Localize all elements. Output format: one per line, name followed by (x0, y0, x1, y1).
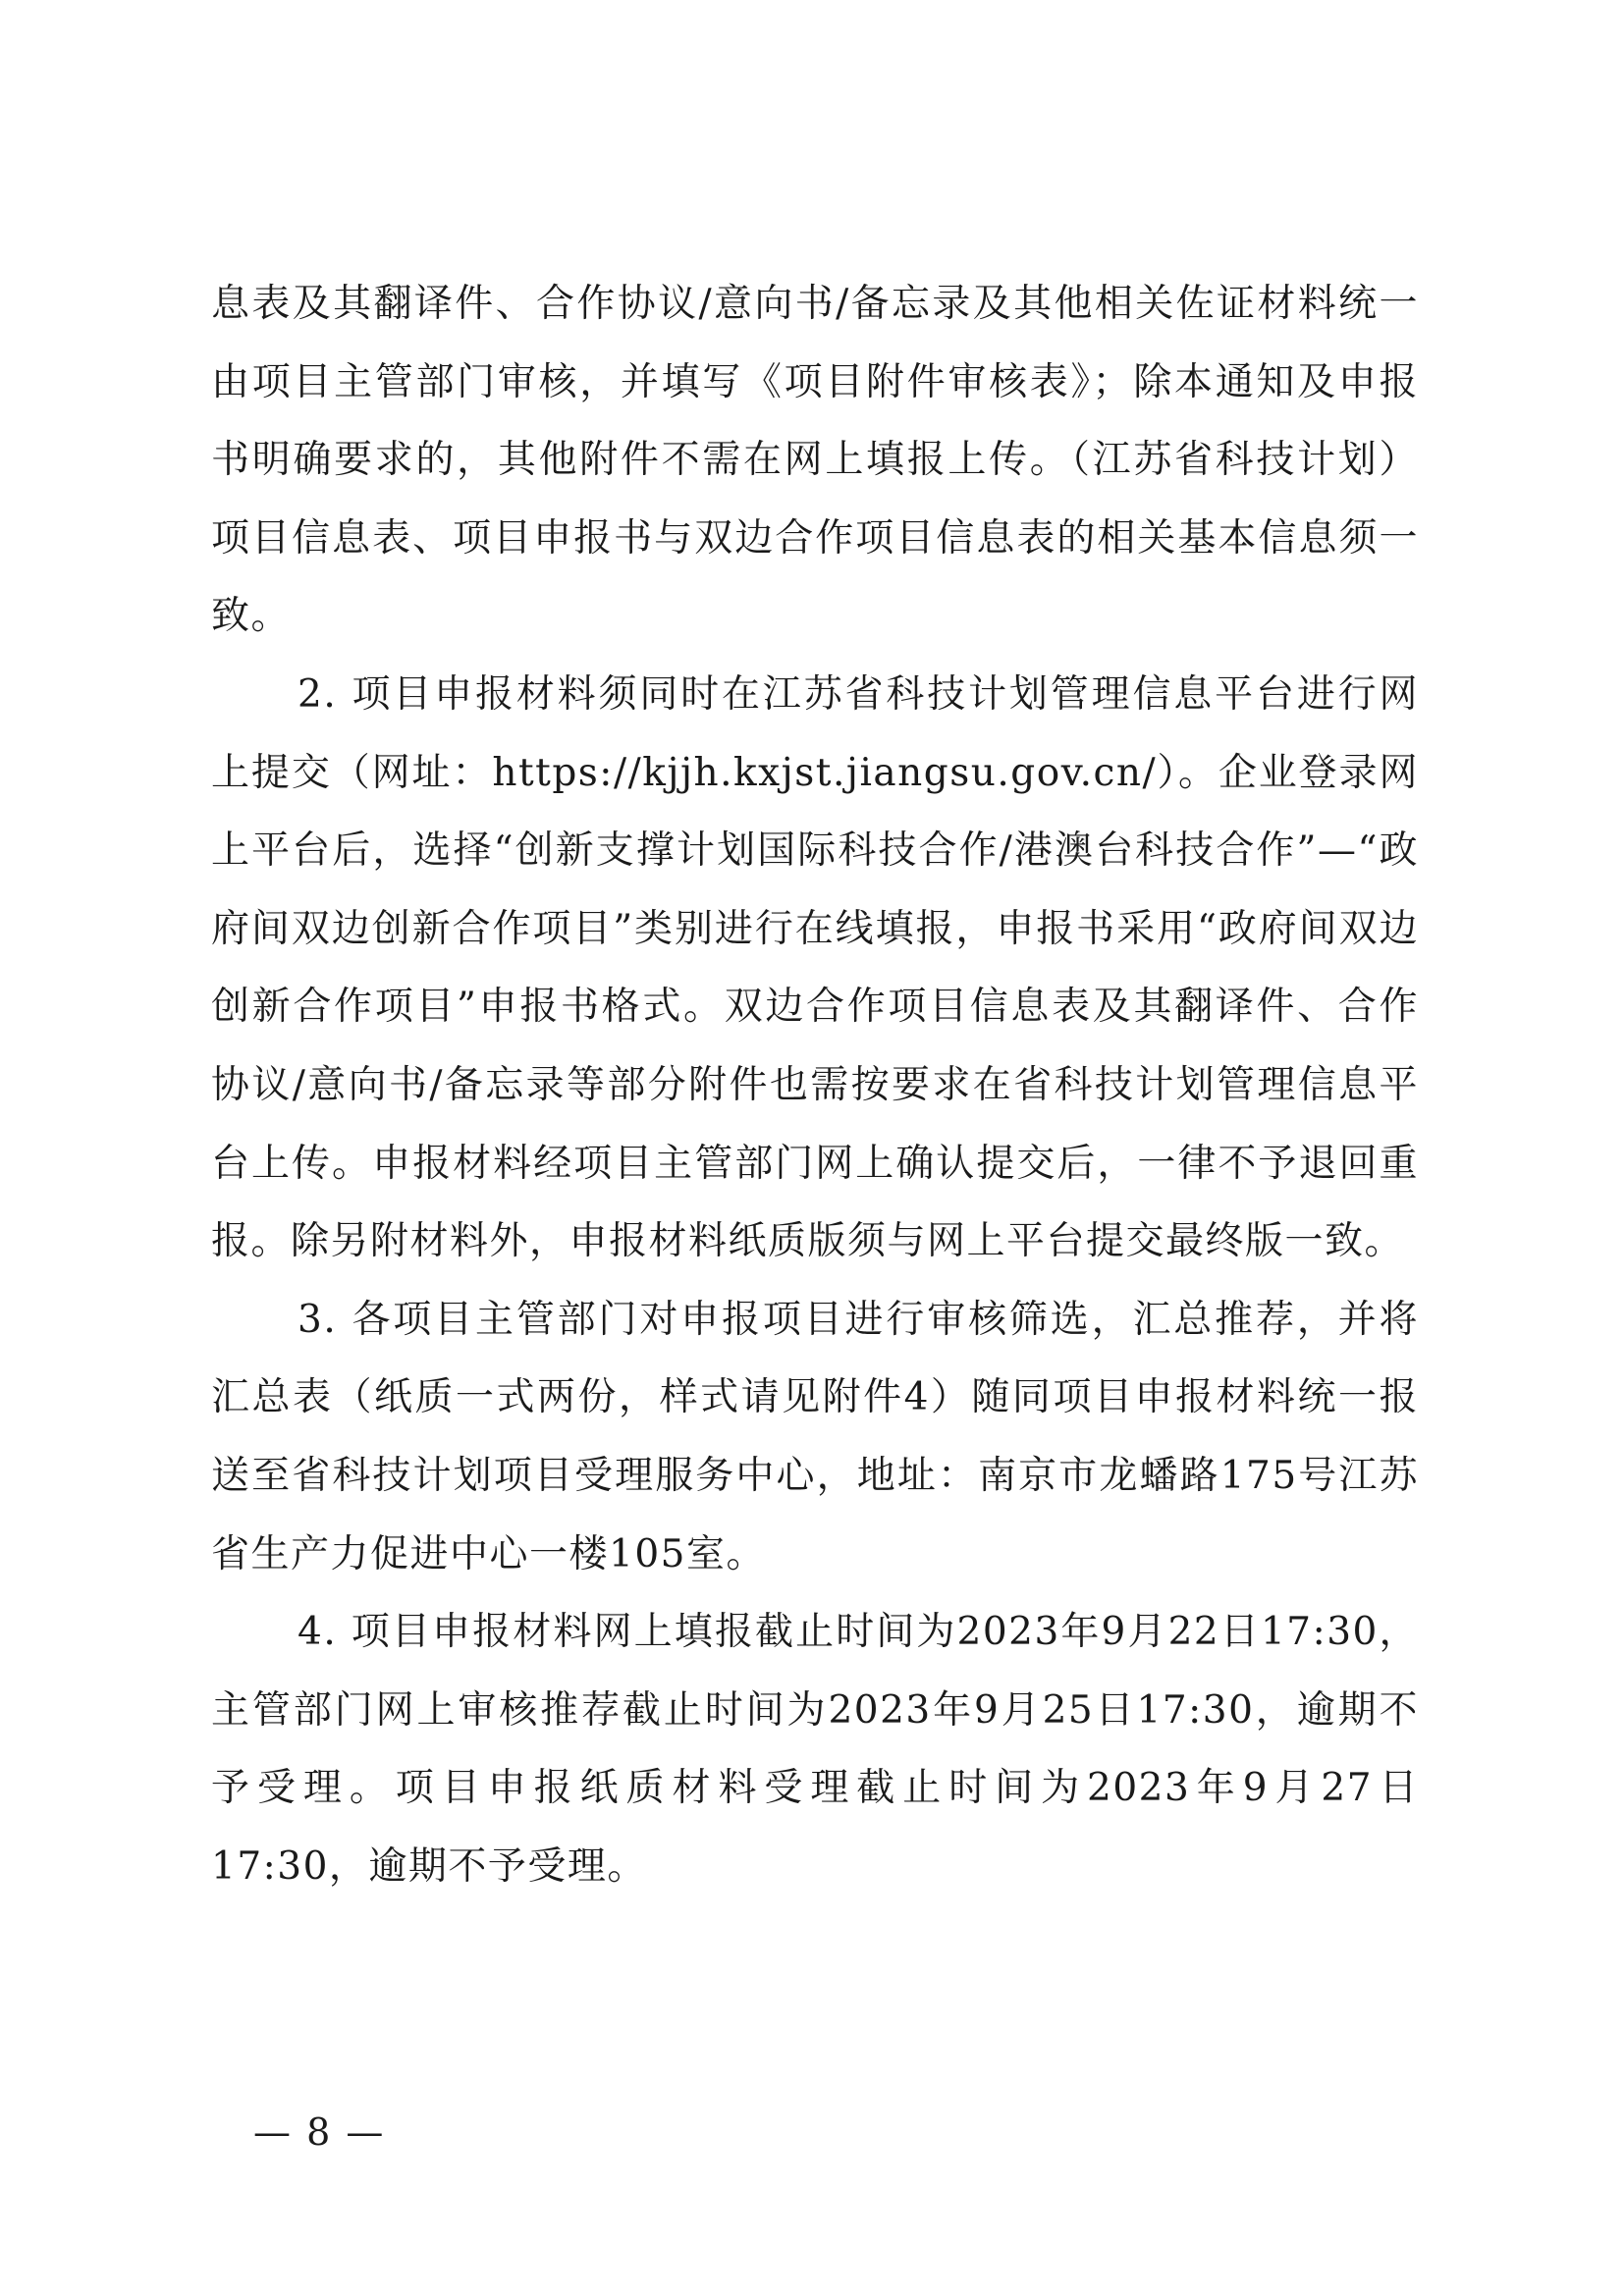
paragraph-continuation: 息表及其翻译件、合作协议/意向书/备忘录及其他相关佐证材料统一由项目主管部门审核，并填写《项目附件审核表》；除本通知及申报书明确要求的，其他附件不需在网上填报上传。（江苏省科技计划）项目信息表、项目申报书与双边合作项目信息表的相关基本信息须一致。 (211, 282, 1419, 639)
document-body (211, 265, 1419, 1905)
page-number: — 8 — (253, 2110, 386, 2154)
paragraph-item-2: 2. 项目申报材料须同时在江苏省科技计划管理信息平台进行网上提交（网址：https://kjjh.kxjst.jiangsu.gov.cn/）。企业登录网上平台后，选择“创新支撑计划国际科技合作/港澳台科技合作”—“政府间双边创新合作项目”类别进行在线填报，申报书采用“政府间双边创新合作项目”申报书格式。双边合作项目信息表及其翻译件、合作协议/意向书/备忘录等部分附件也需按要求在省科技计划管理信息平台上传。申报材料经项目主管部门网上确认提交后，一律不予退回重报。除另附材料外，申报材料纸质版须与网上平台提交最终版一致。 (211, 671, 1419, 1264)
paragraph-item-4: 4. 项目申报材料网上填报截止时间为2023年9月22日17:30，主管部门网上审核推荐截止时间为2023年9月25日17:30，逾期不予受理。项目申报纸质材料受理截止时间为2023年9月27日17:30，逾期不予受理。 (211, 1610, 1419, 1889)
paragraph-item-3: 3. 各项目主管部门对申报项目进行审核筛选，汇总推荐，并将汇总表（纸质一式两份，样式请见附件4）随同项目申报材料统一报送至省科技计划项目受理服务中心，地址：南京市龙蟠路175号江苏省生产力促进中心一楼105室。 (211, 1297, 1419, 1576)
